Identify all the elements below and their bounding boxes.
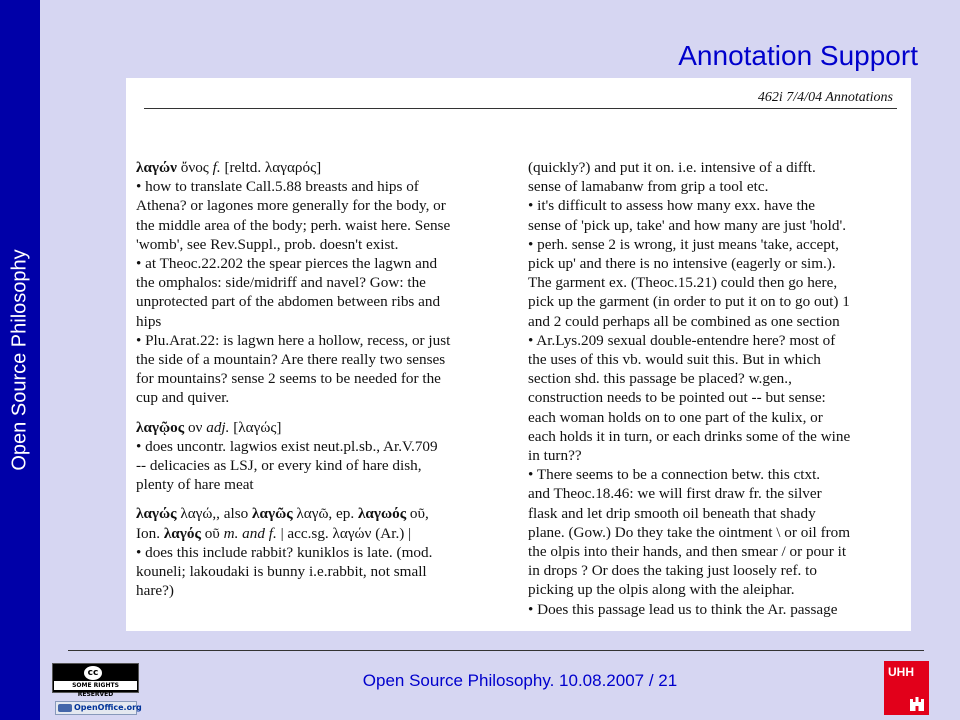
annotation-text: | acc.sg. λαγών (Ar.) | [276, 524, 412, 542]
annotation-line: section shd. this passage be placed? w.gen., [528, 370, 792, 388]
annotation-line: Athena? or lagones more generally for the body, or [136, 197, 446, 215]
annotation-line: and Theoc.18.46: we will first draw fr. the silver [528, 485, 822, 503]
annotation-line: • how to translate Call.5.88 breasts and hips of [136, 178, 419, 196]
footer-text: Open Source Philosophy. 10.08.2007 / 21 [362, 671, 678, 690]
annotation-line: the omphalos: side/midriff and navel? Gow: the [136, 274, 426, 292]
creative-commons-badge[interactable] [52, 663, 139, 698]
sidebar [0, 0, 40, 720]
lexicon-entry [136, 504, 516, 600]
annotation-text: οῦ, [406, 505, 429, 523]
annotation-text: [reltd. λαγαρός] [220, 159, 322, 176]
annotation-line: • does this include rabbit? kuniklos is late. (mod. [136, 543, 433, 561]
annotation-line: kouneli; lakoudaki is bunny i.e.rabbit, not small [136, 563, 427, 581]
annotation-line: and 2 could perhaps all be combined as one section [528, 312, 840, 330]
slide-title: Annotation Support [678, 40, 918, 71]
cc-icon: cc [84, 666, 102, 680]
annotation-text: Ion. [136, 524, 164, 542]
annotation-text: ὄνος [176, 159, 213, 176]
annotation-line: construction needs to be pointed out -- but sense: [528, 389, 826, 407]
lexicon-entry [136, 418, 516, 495]
annotation-text: οῦ [200, 524, 224, 542]
annotation-line: The garment ex. (Theoc.15.21) could then go here, [528, 274, 838, 292]
annotation-line: sense of 'pick up, take' and how many are just 'hold'. [528, 216, 846, 234]
annotation-line: • Does this passage lead us to think the Ar. passage [528, 600, 838, 618]
document-header-rule [144, 108, 897, 109]
annotation-line: • perh. sense 2 is wrong, it just means 'take, accept, [528, 235, 839, 253]
annotation-line: • Plu.Arat.22: is lagwn here a hollow, recess, or just [136, 331, 451, 349]
annotation-line: -- delicacies as LSJ, or every kind of hare dish, [136, 457, 422, 475]
annotation-line: the middle area of the body; perh. waist here. Sense [136, 216, 451, 234]
annotation-line: sense of lamabanw from grip a tool etc. [528, 178, 769, 196]
annotation-line [136, 524, 516, 543]
annotation-line: hare?) [136, 582, 174, 600]
annotation-line: in turn?? [528, 447, 582, 465]
annotation-line: plenty of hare meat [136, 476, 254, 494]
annotation-line: cup and quiver. [136, 389, 230, 407]
annotation-text: [λαγώς] [229, 418, 282, 436]
annotation-line: hips [136, 312, 162, 330]
cc-badge-text: SOME RIGHTS RESERVED [54, 681, 137, 690]
university-logo [884, 661, 929, 715]
sidebar-title: Open Source Philosophy [8, 249, 31, 471]
lexicon-entry [136, 158, 516, 408]
annotation-document [126, 78, 911, 631]
university-logo-text: UHH [888, 665, 914, 679]
annotation-line [136, 158, 516, 177]
annotation-text: m. and f. [223, 524, 277, 542]
annotation-line: in drops ? Or does the taking just loosely ref. to [528, 562, 817, 580]
annotation-line: for mountains? sense 2 seems to be needed for the [136, 370, 441, 388]
annotation-line: flask and let drip smooth oil beneath that shady [528, 504, 816, 522]
annotation-line: the olpis into their hands, and then smear / or pour it [528, 543, 847, 561]
annotation-text: λαγώ,, also [176, 505, 253, 523]
annotation-line: the uses of this vb. would suit this. But in which [528, 351, 821, 369]
annotation-line [136, 504, 516, 523]
right-column [528, 158, 903, 619]
annotation-line: picking up the olpis along with the aleiphar. [528, 581, 795, 599]
annotation-line: unprotected part of the abdomen between ribs and [136, 293, 441, 311]
annotation-line: • does uncontr. lagwios exist neut.pl.sb., Ar.V.709 [136, 437, 438, 455]
annotation-text: f. [212, 159, 221, 176]
lemma-headword: λαγωός [357, 505, 407, 523]
annotation-line: plane. (Gow.) Do they take the ointment \ or oil from [528, 523, 851, 541]
openoffice-badge-text: OpenOffice.org [74, 703, 142, 712]
castle-icon [909, 695, 925, 711]
annotation-text: λαγῶ, ep. [292, 505, 358, 523]
annotation-text: ον [184, 418, 207, 436]
lemma-headword: λαγών [136, 159, 177, 176]
annotation-line: each holds it in turn, or each drinks some of the wine [528, 427, 851, 445]
annotation-line: • There seems to be a connection betw. this ctxt. [528, 466, 821, 484]
annotation-line: pick up the garment (in order to put it on to go out) 1 [528, 293, 850, 311]
footer-divider [68, 650, 924, 651]
lemma-headword: λαγώς [136, 505, 177, 523]
annotation-line [136, 418, 516, 437]
annotation-line: • it's difficult to assess how many exx. have the [528, 197, 816, 215]
document-header: 462i 7/4/04 Annotations [757, 90, 893, 105]
annotation-line: • at Theoc.22.202 the spear pierces the lagwn and [136, 255, 438, 273]
annotation-line: each woman holds on to one part of the kulix, or [528, 408, 823, 426]
lemma-headword: λαγῶς [252, 505, 293, 523]
annotation-line: the side of a mountain? Are there really two senses [136, 351, 446, 369]
openoffice-icon [58, 704, 72, 712]
lemma-headword: λαγός [163, 524, 201, 542]
left-column [136, 158, 516, 600]
openoffice-badge[interactable] [55, 701, 142, 715]
annotation-line: (quickly?) and put it on. i.e. intensive of a difft. [528, 159, 816, 176]
lemma-headword: λαγῷος [136, 418, 185, 436]
annotation-text: adj. [206, 418, 230, 436]
annotation-line: pick up' and there is no intensive (eagerly or sim.). [528, 255, 836, 273]
annotation-line: • Ar.Lys.209 sexual double-entendre here? most of [528, 331, 836, 349]
annotation-line: 'womb', see Rev.Suppl., prob. doesn't exist. [136, 235, 399, 253]
